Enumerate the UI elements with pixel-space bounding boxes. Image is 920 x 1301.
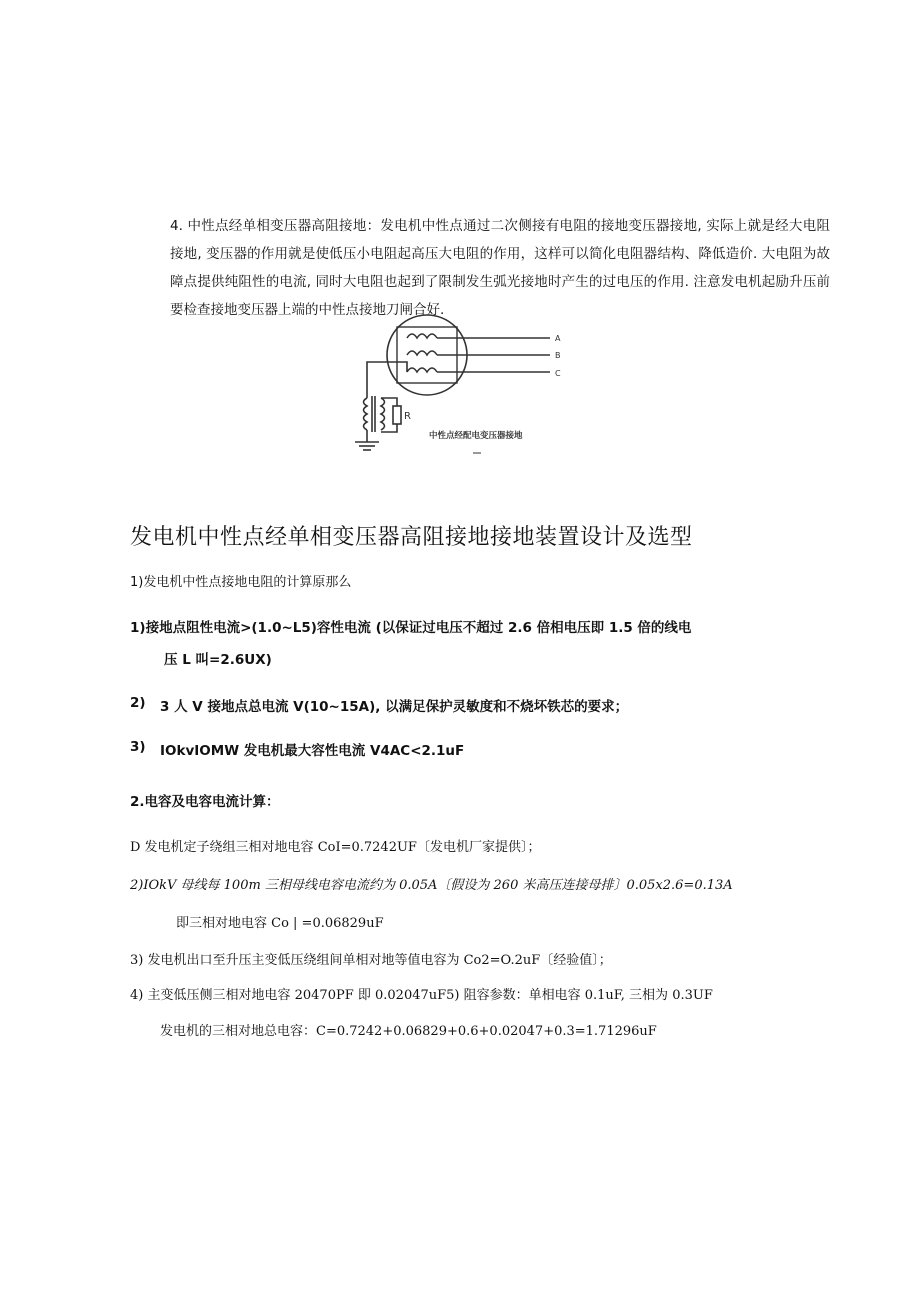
principle-item-1-line1: 1)接地点阻性电流>(1.0~L5)容性电流 (以保证过电压不超过 2.6 倍相电压即 1.5 倍的线电 (130, 620, 692, 636)
winding-c (407, 368, 437, 372)
neutral-grounding-diagram (345, 310, 575, 460)
neutral-lead (367, 362, 407, 398)
principle-item-1-line2: 压 L 叫=2.6UX) (164, 652, 272, 668)
calc-line-1: D 发电机定子绕组三相对地电容 CoI=0.7242UF〔发电机厂家提供〕； (130, 840, 541, 855)
principle-item-3-number: 3) (130, 739, 146, 755)
transformer-secondary (381, 398, 385, 430)
calc-line-6: 发电机的三相对地总电容：C=0.7242+0.06829+0.6+0.02047+0.3=1.71296uF (160, 1024, 657, 1039)
phase-b-label: B (555, 351, 561, 360)
calc-heading: 2.电容及电容电流计算： (130, 794, 280, 810)
resistor-symbol (393, 406, 401, 424)
section4-paragraph: 4. 中性点经单相变压器高阻接地：发电机中性点通过二次侧接有电阻的接地变压器接地, 实际上就是经大电阻接地, 变压器的作用就是使低压小电阻起高压大电阻的作用，这样可以简化电阻器结构、降低造价. 大电阻为故障点提供纯阻性的电流, 同时大电阻也起到了限制发生弧光接地时产生的过电压的作用. 注意发电机起励升压前要检查接地变压器上端的中性点接地刀闸合好. (170, 218, 830, 318)
calc-line-2: 2)IOkV 母线每 100m 三相母线电容电流约为 0.05A〔假设为 260 米高压连接母排〕0.05x2.6=0.13A (130, 878, 733, 893)
principle-item-3-text: IOkvIOMW 发电机最大容性电流 V4AC<2.1uF (160, 743, 465, 759)
transformer-primary (364, 398, 368, 430)
principle-item-2-text: 3 人 V 接地点总电流 V(10~15A), 以满足保护灵敏度和不烧坏铁芯的要求； (160, 699, 629, 715)
calc-line-4: 3) 发电机出口至升压主变低压绕组间单相对地等值电容为 Co2=O.2uF〔经验值〕； (130, 953, 612, 968)
resistor-label: R (404, 411, 411, 422)
principle-item-2-number: 2) (130, 695, 146, 711)
calc-line-3: 即三相对地电容 Co | =0.06829uF (176, 916, 384, 931)
calc-line-5: 4) 主变低压侧三相对地电容 20470PF 即 0.02047uF5) 阻容参数：单相电容 0.1uF, 三相为 0.3UF (130, 988, 713, 1003)
principles-heading: 1)发电机中性点接地电阻的计算原那么 (130, 575, 352, 590)
page-title: 发电机中性点经单相变压器高阻接地接地装置设计及选型 (130, 525, 693, 550)
phase-c-label: C (555, 369, 561, 378)
diagram-caption: 中性点经配电变压器接地 (429, 431, 523, 441)
phase-a-label: A (555, 334, 561, 343)
winding-a (407, 334, 437, 338)
winding-b (407, 351, 437, 355)
